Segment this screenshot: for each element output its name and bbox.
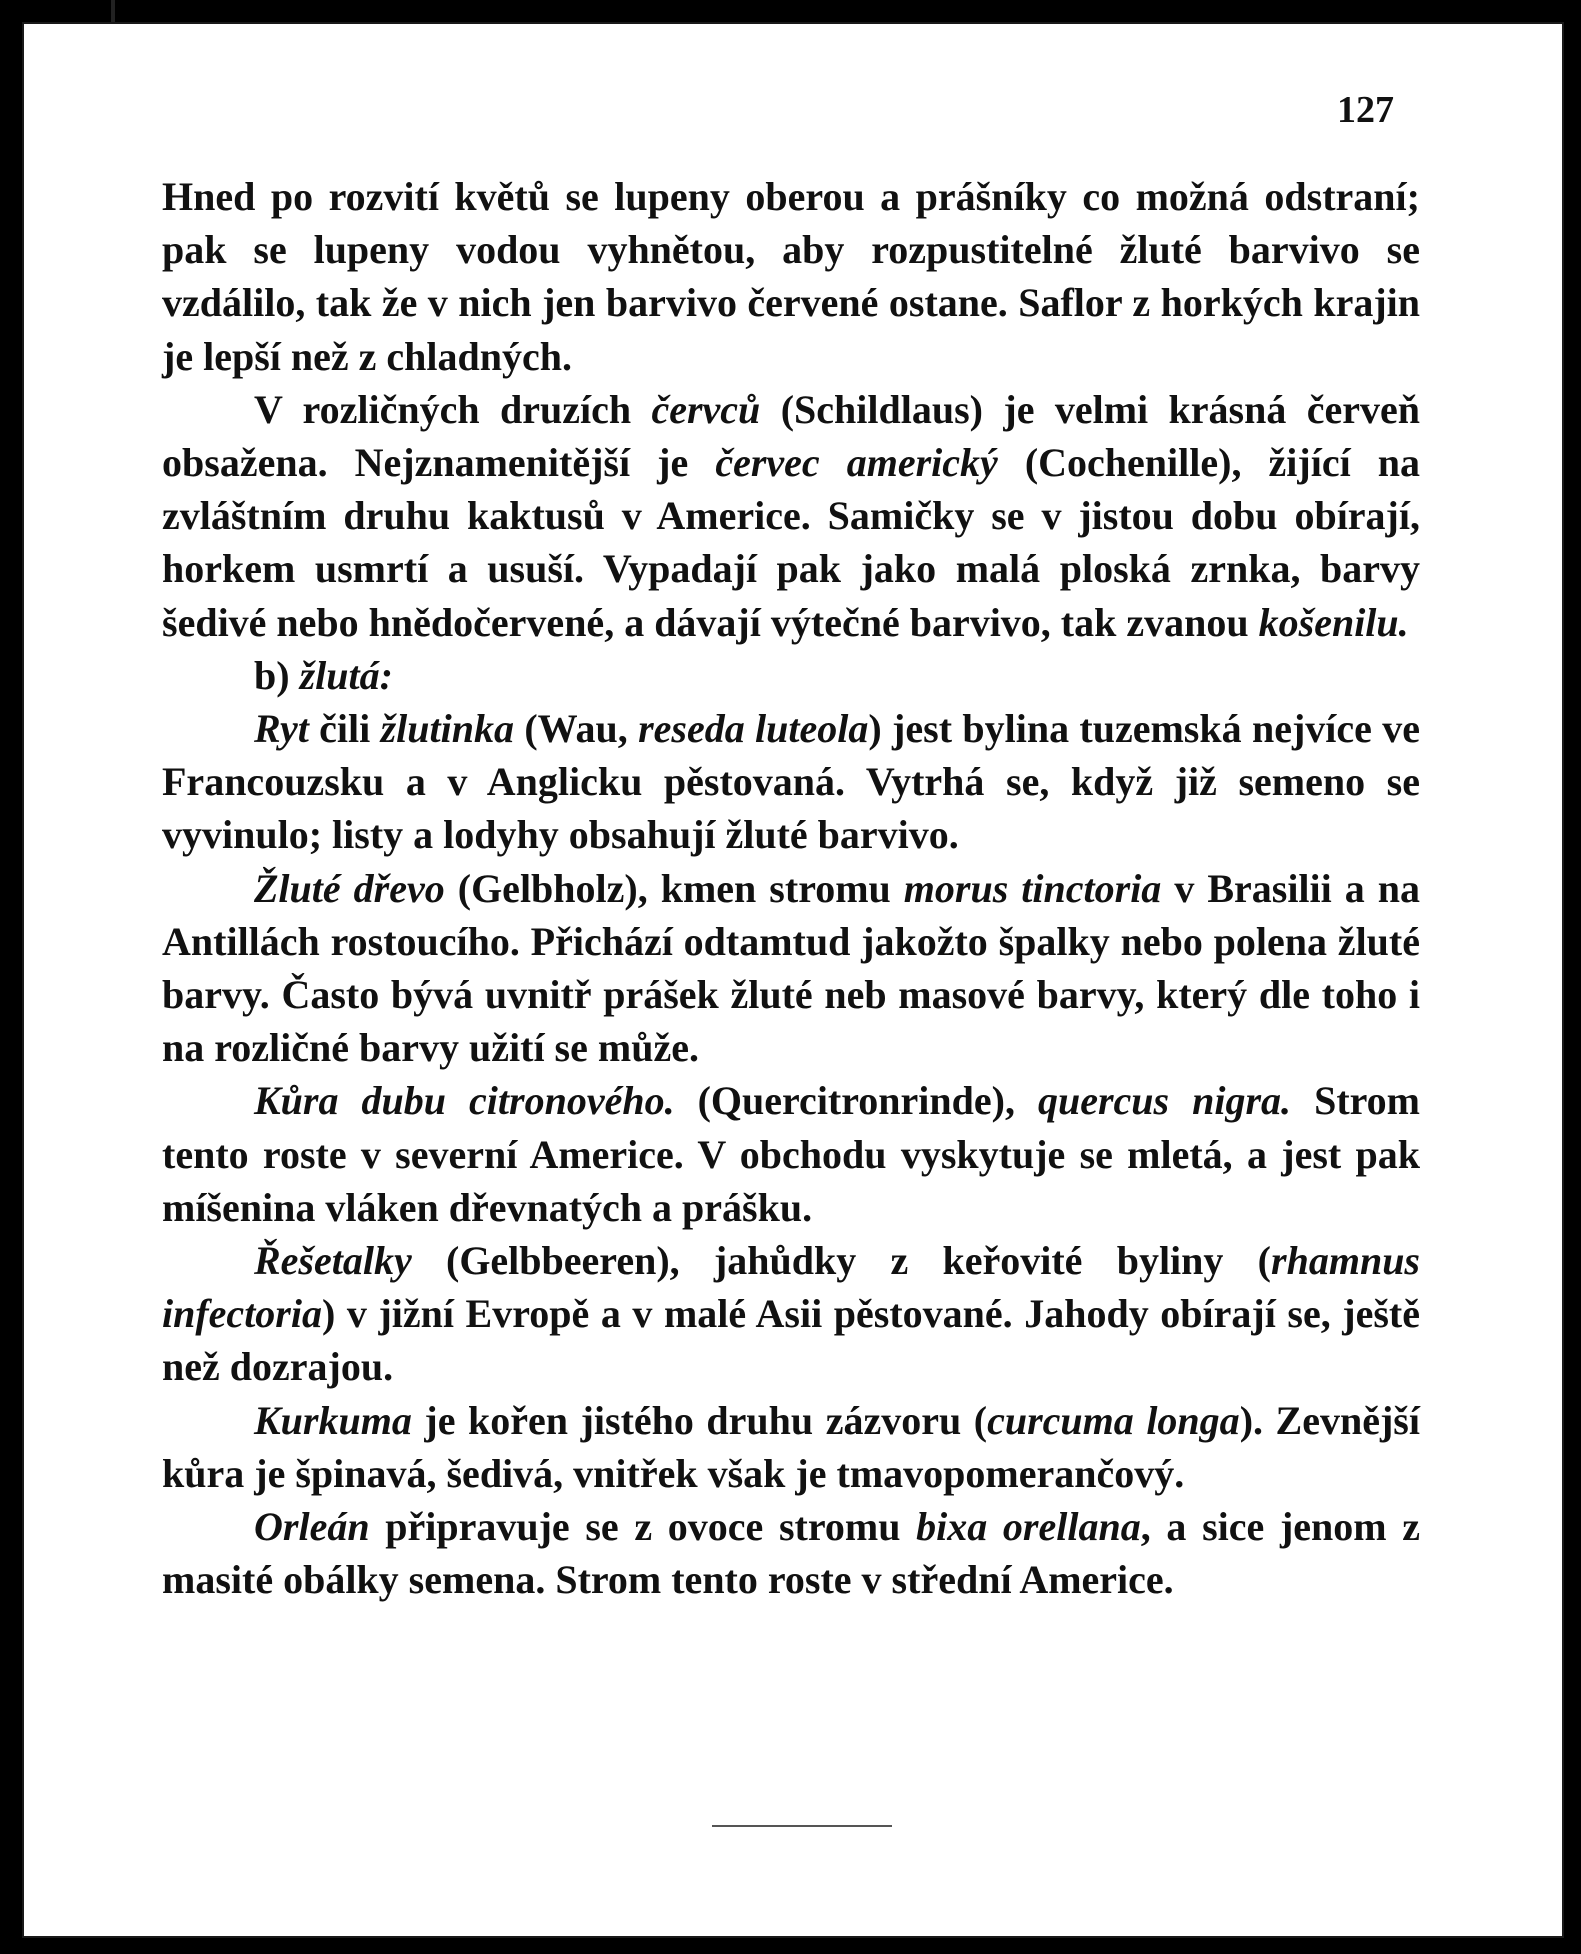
italic-term: červec americký (715, 440, 998, 486)
italic-term: quercus nigra. (1037, 1078, 1292, 1124)
italic-term: Žluté dřevo (254, 865, 445, 911)
text-run: ) v jižní Evropě a v malé Asii pěstované. Jahody obírají se, ještě než dozrajou. (162, 1291, 1420, 1390)
text-run: Strom tento roste v severní Americe. V obchodu vyskytuje se mletá, a jest pak míšenina vláken dřevnatých a prášku. (162, 1078, 1420, 1230)
italic-term: červců (651, 386, 761, 432)
text-run: je kořen jistého druhu zázvoru ( (411, 1397, 988, 1443)
text-run: připravuje se z ovoce stromu (369, 1504, 917, 1550)
body-text (162, 170, 1420, 1606)
paragraph (162, 170, 1420, 383)
text-run: , a sice jenom z masité obálky semena. Strom tento roste v střední Americe. (162, 1504, 1421, 1603)
paragraph (162, 383, 1420, 649)
text-run: (Schildlaus) je velmi krásná červeň obsažena. Nejznamenitější je (162, 386, 1420, 486)
italic-term: Ryt (254, 706, 309, 752)
book-page (22, 22, 1564, 1938)
italic-term: Kůra dubu citronového. (254, 1078, 675, 1124)
italic-term: Řešetalky (254, 1238, 412, 1284)
text-run: (Wau, (514, 706, 639, 752)
paragraph (162, 862, 1420, 1075)
page-number: 127 (1337, 89, 1394, 131)
italic-term: Kurkuma (254, 1397, 412, 1443)
text-run: (Gelbholz), kmen stromu (444, 865, 904, 911)
paragraph (162, 1500, 1420, 1606)
italic-term: košenilu. (1258, 599, 1409, 645)
text-run: V rozličných druzích (254, 386, 652, 432)
paragraph (162, 1234, 1420, 1394)
paragraph (162, 1394, 1420, 1500)
section-heading (162, 649, 1420, 702)
text-run: (Gelbbeeren), jahůdky z keřovité byliny ( (411, 1238, 1272, 1284)
paragraph (162, 702, 1420, 862)
italic-term: bixa orellana (916, 1504, 1141, 1550)
italic-term: morus tinctoria (903, 865, 1162, 911)
text-run: čili (308, 706, 381, 752)
paragraph (162, 1074, 1420, 1234)
italic-term: žlutinka (380, 706, 515, 752)
italic-term: reseda luteola (638, 706, 869, 752)
end-rule (712, 1825, 892, 1827)
text-run: b) (254, 652, 300, 698)
text-run: (Cochenille), žijící na zvláštním druhu kaktusů v Americe. Samičky se v jistou dobu obírají, horkem usmrtí a usuší. Vypadají pak jako malá ploská zrnka, barvy šedivé nebo hnědočervené, a dávají výtečné barvivo, tak zvanou (162, 440, 1421, 645)
text-run: Hned po rozvití květů se lupeny oberou a prášníky co možná odstraní; pak se lupeny vodou vyhnětou, aby rozpustitelné žluté barvivo se vzdálilo, tak že v nich jen barvivo červené ostane. Saflor z horkých krajin je lepší než z chladných. (162, 174, 1420, 379)
italic-term: žlutá: (299, 652, 393, 698)
text-run: ). Zevnější kůra je špinavá, šedivá, vnitřek však je tmavopomerančový. (162, 1397, 1420, 1496)
text-run: (Quercitronrinde), (674, 1078, 1038, 1124)
text-run: ) jest bylina tuzemská nejvíce ve Francouzsku a v Anglicku pěstovaná. Vytrhá se, když již semeno se vyvinulo; listy a lodyhy obsahují žluté barvivo. (162, 706, 1421, 858)
italic-term: rhamnus infectoria (162, 1238, 1420, 1337)
italic-term: curcuma longa (987, 1397, 1240, 1443)
text-run: v Brasilii a na Antillách rostoucího. Přichází odtamtud jakožto špalky nebo polena žluté barvy. Často bývá uvnitř prášek žluté neb masové barvy, který dle toho i na rozličné barvy užití se může. (162, 865, 1421, 1071)
italic-term: Orleán (254, 1504, 370, 1550)
